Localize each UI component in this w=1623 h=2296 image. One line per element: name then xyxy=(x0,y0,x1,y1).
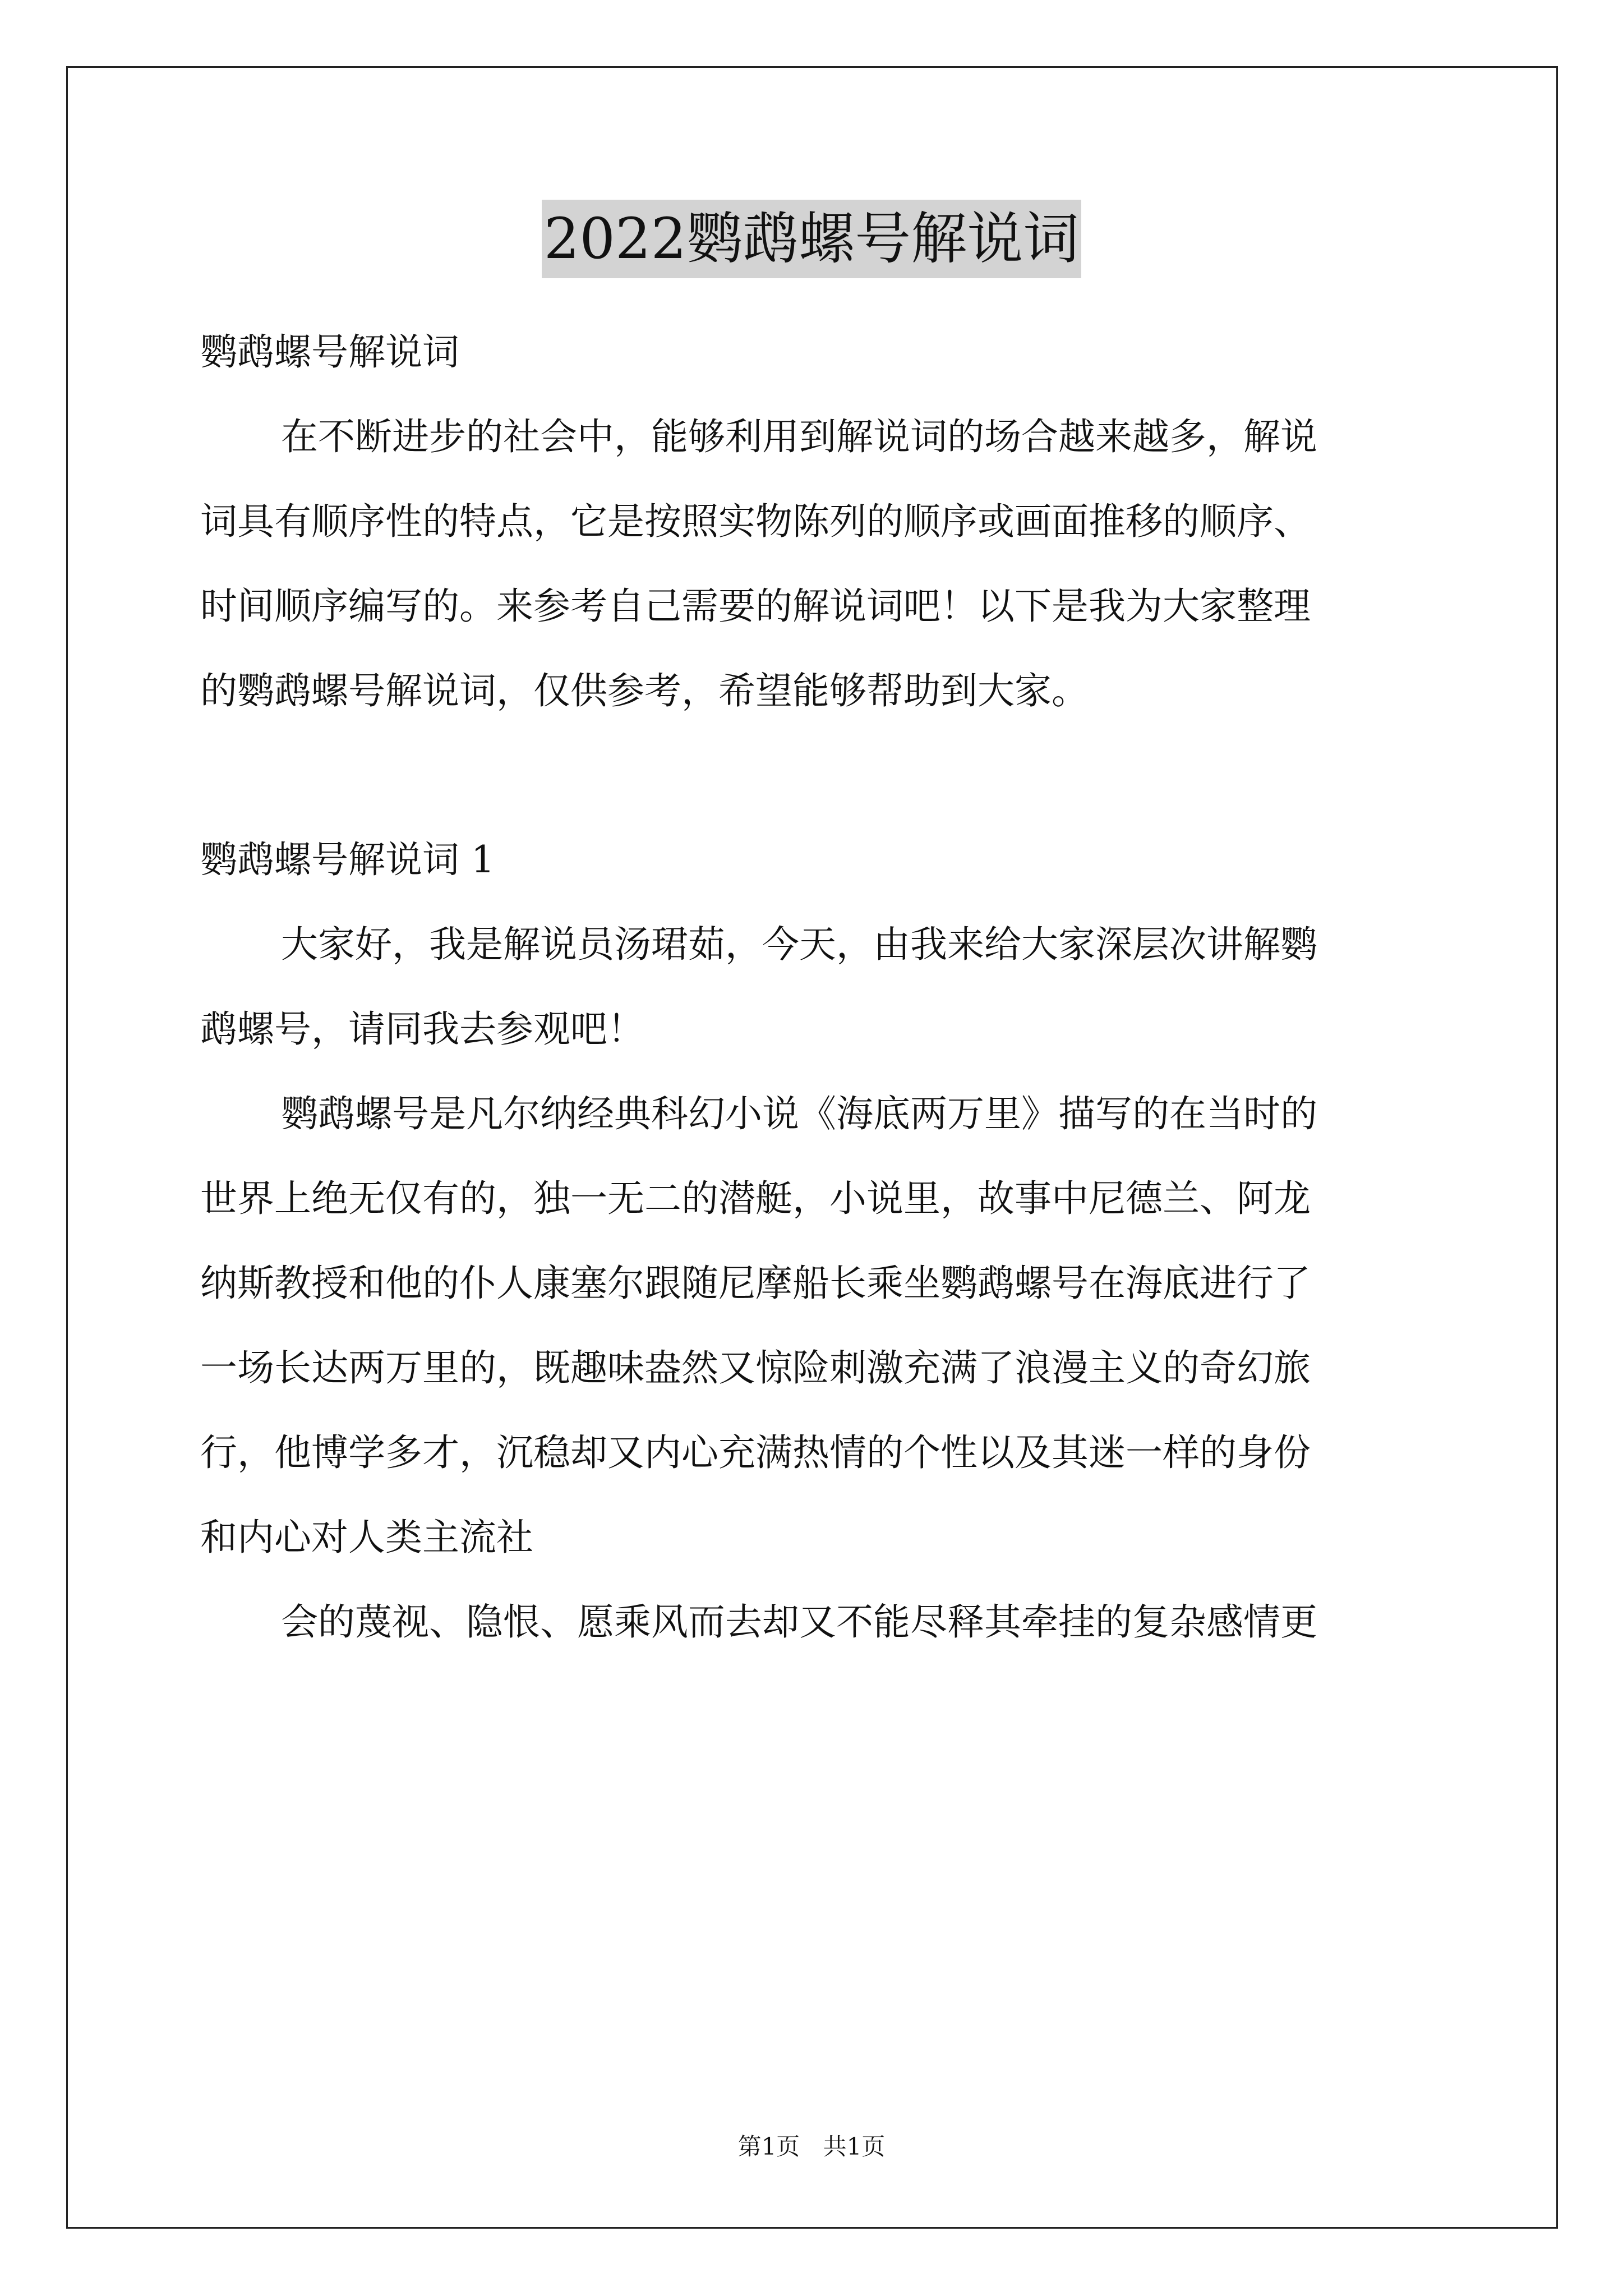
paragraph-line: 大家好，我是解说员汤珺茹，今天，由我来给大家深层次讲解鹦 xyxy=(281,923,1317,966)
section-heading: 鹦鹉螺号解说词 xyxy=(200,330,459,374)
page-footer xyxy=(0,2130,1623,2164)
document-body xyxy=(200,310,1434,1664)
paragraph-line: 在不断进步的社会中，能够利用到解说词的场合越来越多，解说 xyxy=(281,415,1317,458)
paragraph-line: 一场长达两万里的，既趣味盎然又惊险刺激充满了浪漫主义的奇幻旅 xyxy=(200,1346,1311,1389)
paragraph-line: 行，他博学多才，沉稳却又内心充满热情的个性以及其迷一样的身份 xyxy=(200,1431,1311,1474)
paragraph-line: 和内心对人类主流社 xyxy=(200,1516,533,1559)
title-container xyxy=(0,200,1623,278)
page-total: 共1页 xyxy=(823,2133,886,2160)
document-title: 2022鹦鹉螺号解说词 xyxy=(542,200,1082,278)
paragraph-line: 时间顺序编写的。来参考自己需要的解说词吧！以下是我为大家整理 xyxy=(200,585,1311,628)
page-number: 第1页 xyxy=(737,2133,800,2160)
section-spacer xyxy=(200,733,1434,817)
paragraph-line: 鹉螺号，请同我去参观吧！ xyxy=(200,1007,644,1051)
paragraph-line: 词具有顺序性的特点，它是按照实物陈列的顺序或画面推移的顺序、 xyxy=(200,500,1311,543)
paragraph-line: 纳斯教授和他的仆人康塞尔跟随尼摩船长乘坐鹦鹉螺号在海底进行了 xyxy=(200,1262,1311,1305)
paragraph-line: 鹦鹉螺号是凡尔纳经典科幻小说《海底两万里》描写的在当时的 xyxy=(281,1092,1317,1135)
paragraph-line: 世界上绝无仅有的，独一无二的潜艇，小说里，故事中尼德兰、阿龙 xyxy=(200,1177,1311,1220)
paragraph-line: 的鹦鹉螺号解说词，仅供参考，希望能够帮助到大家。 xyxy=(200,669,1089,712)
paragraph-line: 会的蔑视、隐恨、愿乘风而去却又不能尽释其牵挂的复杂感情更 xyxy=(281,1600,1317,1644)
section-heading: 鹦鹉螺号解说词 1 xyxy=(200,838,495,881)
